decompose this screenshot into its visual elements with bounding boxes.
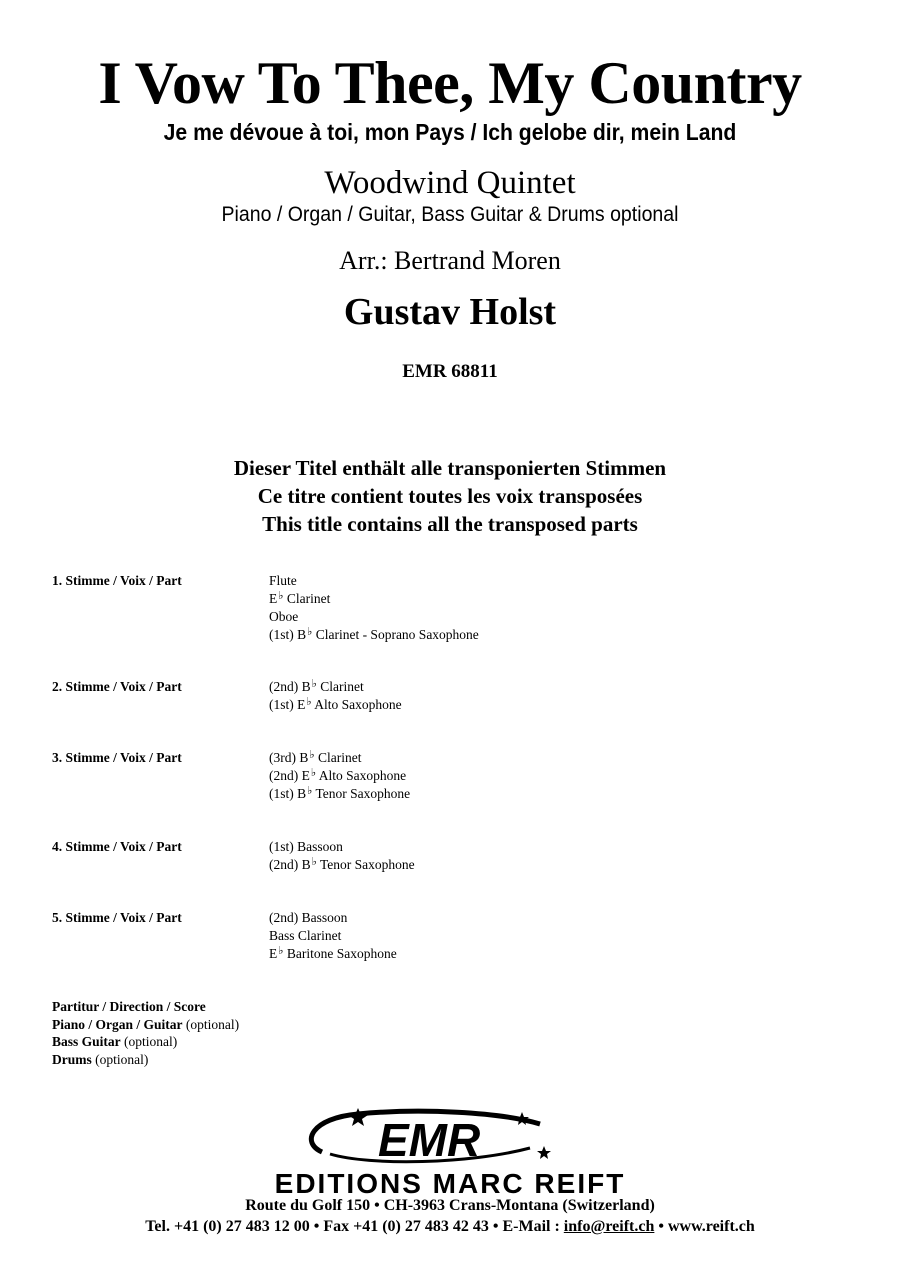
instrument-item: (2nd) B♭ Clarinet bbox=[269, 678, 364, 694]
optional-instruments: Piano / Organ / Guitar, Bass Guitar & Drums optional bbox=[221, 203, 679, 226]
instrument-item: (3rd) B♭ Clarinet bbox=[269, 749, 362, 765]
flat-sign: ♭ bbox=[310, 767, 317, 779]
part-instruments bbox=[269, 838, 415, 874]
composer: Gustav Holst bbox=[343, 291, 557, 333]
flat-sign: ♭ bbox=[278, 945, 284, 957]
notice-german: Dieser Titel enthält alle transponierten Stimmen bbox=[233, 456, 667, 480]
part-instruments bbox=[269, 909, 397, 963]
part-label: 4. Stimme / Voix / Part bbox=[52, 839, 182, 854]
instrument-item: Oboe bbox=[269, 609, 299, 624]
part-instruments bbox=[269, 572, 479, 644]
publisher-name: EDITIONS MARC REIFT bbox=[274, 1168, 626, 1199]
website: • www.reift.ch bbox=[654, 1218, 755, 1235]
flat-sign: ♭ bbox=[278, 590, 284, 602]
part-instruments bbox=[269, 678, 402, 714]
flat-sign: ♭ bbox=[311, 678, 317, 690]
flat-sign: ♭ bbox=[311, 856, 317, 868]
notice-french: Ce titre contient toutes les voix transposées bbox=[257, 484, 643, 508]
flat-sign: ♭ bbox=[306, 696, 312, 708]
part-label: 1. Stimme / Voix / Part bbox=[52, 573, 182, 588]
instrument-item: (1st) Bassoon bbox=[269, 839, 343, 854]
ensemble: Woodwind Quintet bbox=[324, 165, 576, 201]
part-label: 3. Stimme / Voix / Part bbox=[52, 750, 182, 765]
page-title: I Vow To Thee, My Country bbox=[98, 50, 802, 116]
extra-part-item: Piano / Organ / Guitar (optional) bbox=[52, 1016, 240, 1032]
instrument-item: (1st) B♭ Tenor Saxophone bbox=[269, 785, 411, 801]
logo-text: EMR bbox=[378, 1114, 481, 1166]
part-instruments bbox=[269, 749, 410, 803]
emr-logo bbox=[300, 1104, 600, 1170]
flat-sign: ♭ bbox=[307, 626, 313, 638]
part-label: 5. Stimme / Voix / Part bbox=[52, 910, 182, 925]
publisher-address: Route du Golf 150 • CH-3963 Crans-Montana (Switzerland) bbox=[245, 1197, 655, 1214]
flat-sign: ♭ bbox=[307, 785, 313, 797]
star-icon bbox=[537, 1146, 551, 1159]
extra-part-item: Drums (optional) bbox=[52, 1051, 149, 1067]
extra-parts-list bbox=[52, 998, 239, 1068]
star-icon bbox=[348, 1108, 368, 1126]
extra-part-item: Bass Guitar (optional) bbox=[52, 1034, 178, 1049]
extra-part-item: Partitur / Direction / Score bbox=[52, 999, 206, 1014]
contact-phone-fax: Tel. +41 (0) 27 483 12 00 • Fax +41 (0) 27 483 42 43 • E-Mail : bbox=[145, 1218, 564, 1235]
instrument-item: (1st) E♭ Alto Saxophone bbox=[269, 696, 402, 712]
catalog-number: EMR 68811 bbox=[402, 361, 498, 382]
publisher-contact bbox=[0, 1217, 900, 1237]
instrument-item: (1st) B♭ Clarinet - Soprano Saxophone bbox=[269, 626, 479, 642]
email-link[interactable]: info@reift.ch bbox=[563, 1218, 655, 1235]
arranger: Arr.: Bertrand Moren bbox=[339, 246, 561, 275]
instrument-item: (2nd) E♭ Alto Saxophone bbox=[269, 767, 407, 783]
part-label: 2. Stimme / Voix / Part bbox=[52, 679, 182, 694]
instrument-item: E♭ Clarinet bbox=[269, 590, 331, 606]
flat-sign: ♭ bbox=[309, 749, 315, 761]
instrument-item: (2nd) B♭ Tenor Saxophone bbox=[269, 856, 415, 872]
instrument-item: Bass Clarinet bbox=[269, 928, 342, 943]
subtitle: Je me dévoue à toi, mon Pays / Ich gelobe dir, mein Land bbox=[163, 119, 737, 145]
instrument-item: E♭ Baritone Saxophone bbox=[269, 945, 397, 961]
notice-english: This title contains all the transposed parts bbox=[262, 512, 638, 536]
instrument-item: (2nd) Bassoon bbox=[269, 910, 348, 925]
instrument-item: Flute bbox=[269, 573, 297, 588]
